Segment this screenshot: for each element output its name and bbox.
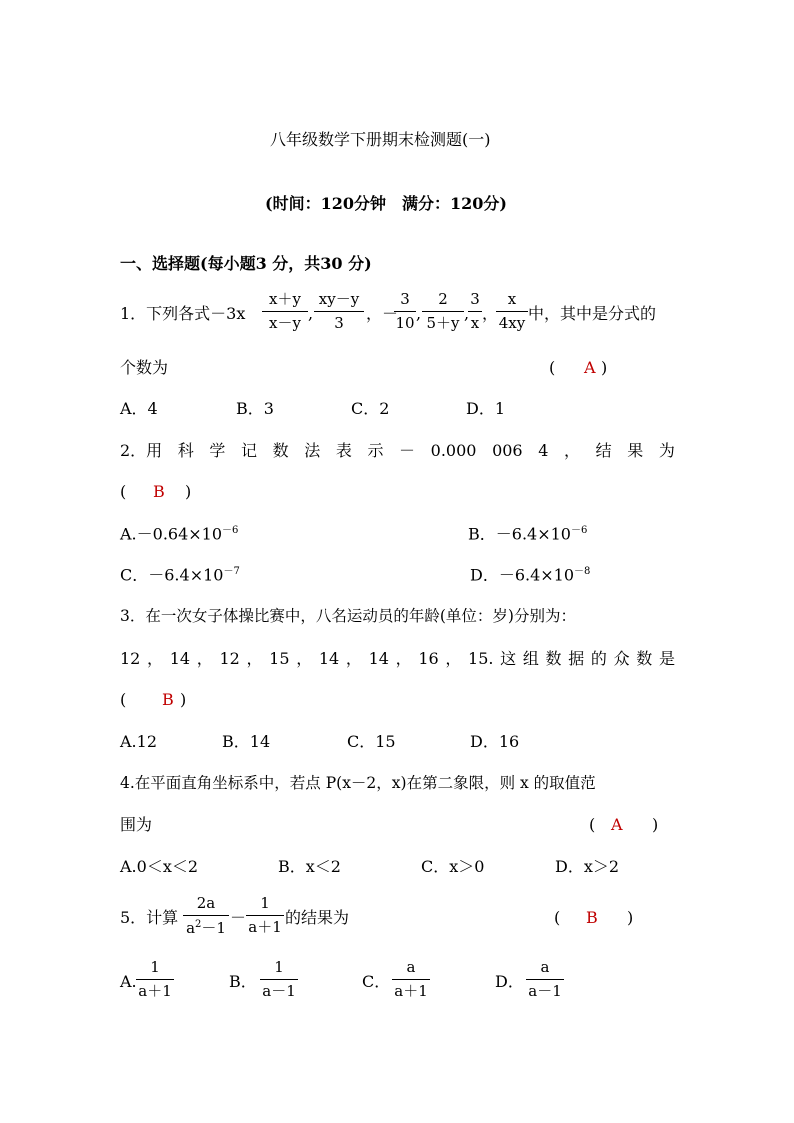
q1-option-d: D．1 bbox=[466, 399, 506, 418]
q1-comma-2: ， bbox=[366, 304, 383, 323]
q5-f1-den-rest: －1 bbox=[201, 919, 226, 937]
q1-f4-denominator: 5＋y bbox=[426, 314, 460, 332]
q5-option-c-fraction bbox=[392, 960, 430, 999]
q4-paren-close: ) bbox=[652, 815, 659, 834]
q1-comma-5: ， bbox=[482, 304, 499, 323]
q2-option-a bbox=[120, 526, 238, 542]
q5-f1-den-base: a bbox=[186, 919, 196, 937]
q4-line2: 围为 bbox=[120, 815, 153, 834]
q2-option-d-exponent: －8 bbox=[574, 566, 591, 577]
q3-word: 14 bbox=[318, 649, 340, 668]
q2-word: 数 bbox=[272, 441, 289, 460]
q1-f6-denominator: 4xy bbox=[498, 314, 526, 332]
q5-paren-open: ( bbox=[554, 908, 561, 927]
q2-word: ， bbox=[563, 441, 580, 460]
q5-f1-den-exponent: 2 bbox=[195, 919, 202, 930]
q4-paren-open: ( bbox=[589, 815, 596, 834]
q2-line1 bbox=[120, 443, 675, 459]
q3-line1: 3．在一次女子体操比赛中，八名运动员的年龄(单位：岁)分别为： bbox=[120, 607, 576, 625]
q2-answer: B bbox=[153, 482, 165, 501]
q3-word: ， bbox=[296, 649, 313, 668]
q1-paren-close: ) bbox=[601, 358, 608, 377]
q1-f1-numerator: x＋y bbox=[262, 292, 308, 312]
q2-option-c-exponent: －7 bbox=[223, 566, 240, 577]
q5-f1-numerator: 2a bbox=[183, 896, 229, 916]
q5-option-d-denominator: a－1 bbox=[528, 982, 562, 1000]
q2-paren-open: ( bbox=[120, 482, 127, 501]
q5-option-c-denominator: a＋1 bbox=[394, 982, 428, 1000]
q4-option-c: C．x＞0 bbox=[421, 857, 485, 876]
q5-option-d-fraction bbox=[526, 960, 564, 999]
q2-word: 4 bbox=[538, 441, 549, 460]
q2-word: 表 bbox=[335, 441, 352, 460]
q5-fraction-1 bbox=[183, 896, 229, 936]
q1-minus: － bbox=[382, 304, 399, 323]
q3-line2 bbox=[120, 651, 675, 667]
q1-fraction-1 bbox=[262, 292, 308, 331]
q5-f1-denominator bbox=[183, 916, 229, 936]
q1-option-b: B．3 bbox=[236, 399, 274, 418]
q5-option-c-label: C． bbox=[362, 972, 391, 991]
q1-f1-denominator: x－y bbox=[269, 314, 301, 332]
q1-fraction-4 bbox=[422, 292, 464, 331]
q1-answer: A bbox=[584, 358, 596, 377]
q1-option-a: A．4 bbox=[120, 399, 158, 418]
q3-paren-open: ( bbox=[120, 690, 127, 709]
q1-option-c: C．2 bbox=[351, 399, 390, 418]
q5-suffix: 的结果为 bbox=[285, 908, 350, 927]
page-subtitle: (时间：120分钟 满分：120分) bbox=[265, 194, 507, 213]
section-heading: 一、选择题(每小题3 分，共30 分) bbox=[120, 254, 372, 273]
q1-f3-denominator: 10 bbox=[395, 314, 415, 332]
q3-answer: B bbox=[162, 690, 174, 709]
q2-option-b-text: B．－6.4×10 bbox=[468, 524, 571, 544]
q5-option-b-denominator: a－1 bbox=[262, 982, 296, 1000]
q1-fraction-2 bbox=[314, 292, 364, 331]
q3-word: 这 bbox=[500, 649, 517, 668]
q2-word: 为 bbox=[658, 441, 675, 460]
q5-f2-numerator: 1 bbox=[246, 896, 284, 916]
q3-word: 众 bbox=[613, 649, 630, 668]
q2-word: 006 bbox=[492, 441, 523, 460]
q3-word: ， bbox=[246, 649, 263, 668]
q3-word: ， bbox=[345, 649, 362, 668]
q4-option-d: D．x＞2 bbox=[555, 857, 620, 876]
q5-option-a-label: A. bbox=[120, 972, 137, 991]
q5-option-b-numerator: 1 bbox=[260, 960, 298, 980]
q2-word: 科 bbox=[177, 441, 194, 460]
q5-answer: B bbox=[586, 908, 598, 927]
q1-suffix: 中，其中是分式的 bbox=[528, 304, 657, 323]
q1-f5-numerator: 3 bbox=[468, 292, 482, 312]
q1-f3-numerator: 3 bbox=[394, 292, 416, 312]
q5-option-a-numerator: 1 bbox=[136, 960, 174, 980]
q5-fraction-2 bbox=[246, 896, 284, 935]
q5-option-a-fraction bbox=[136, 960, 174, 999]
q1-fraction-5 bbox=[468, 292, 482, 331]
q2-option-a-exponent: －6 bbox=[222, 525, 239, 536]
q1-f4-numerator: 2 bbox=[422, 292, 464, 312]
q4-line1: 4.在平面直角坐标系中，若点 P(x－2，x)在第二象限，则 x 的取值范 bbox=[120, 774, 596, 792]
q2-option-d bbox=[470, 567, 590, 583]
q1-fraction-6 bbox=[496, 292, 528, 331]
q5-option-a-denominator: a＋1 bbox=[138, 982, 172, 1000]
q1-f5-denominator: x bbox=[470, 314, 480, 332]
page-title: 八年级数学下册期末检测题(一) bbox=[270, 130, 491, 149]
q3-word: 组 bbox=[522, 649, 539, 668]
q1-prefix: 1．下列各式－3x bbox=[120, 304, 246, 323]
q5-f2-denominator: a＋1 bbox=[248, 918, 282, 936]
q3-word: 12 bbox=[120, 649, 141, 668]
q2-option-b-exponent: －6 bbox=[570, 525, 588, 536]
q3-word: 是 bbox=[658, 649, 675, 668]
q1-f2-numerator: xy－y bbox=[314, 292, 364, 312]
q2-word: 果 bbox=[627, 441, 644, 460]
q3-word: ， bbox=[147, 649, 164, 668]
q2-option-a-text: A.－0.64×10 bbox=[120, 524, 223, 544]
q1-comma-3: , bbox=[416, 304, 422, 323]
q3-word: 16 bbox=[418, 649, 439, 668]
q2-word: 记 bbox=[241, 441, 258, 460]
q4-option-a: A.0＜x＜2 bbox=[120, 857, 199, 876]
q2-word: 结 bbox=[595, 441, 612, 460]
q3-word: 数 bbox=[545, 649, 562, 668]
q5-prefix: 5．计算 bbox=[120, 908, 179, 927]
q2-option-c-text: C．－6.4×10 bbox=[120, 565, 224, 585]
q3-word: 15. bbox=[468, 649, 494, 668]
q3-word: 15 bbox=[269, 649, 290, 668]
q1-f2-denominator: 3 bbox=[334, 314, 344, 332]
q3-option-d: D．16 bbox=[470, 732, 520, 751]
q3-paren-close: ) bbox=[180, 690, 187, 709]
q2-word: 法 bbox=[304, 441, 321, 460]
q3-option-b: B．14 bbox=[222, 732, 271, 751]
q3-word: ， bbox=[445, 649, 462, 668]
q3-word: ， bbox=[395, 649, 412, 668]
q2-word: － bbox=[399, 441, 416, 460]
q5-option-d-numerator: a bbox=[526, 960, 564, 980]
q2-paren-close: ) bbox=[185, 482, 192, 501]
q2-word: 学 bbox=[209, 441, 226, 460]
q5-minus: － bbox=[230, 908, 247, 927]
q3-option-c: C．15 bbox=[347, 732, 396, 751]
q5-option-b-label: B． bbox=[229, 972, 257, 991]
q3-word: 的 bbox=[590, 649, 607, 668]
q5-option-b-fraction bbox=[260, 960, 298, 999]
q1-fraction-3 bbox=[394, 292, 416, 331]
q2-option-b bbox=[468, 526, 587, 542]
q3-option-a: A.12 bbox=[120, 732, 157, 751]
q5-option-c-numerator: a bbox=[392, 960, 430, 980]
q3-word: 12 bbox=[219, 649, 240, 668]
q1-paren-open: ( bbox=[549, 358, 556, 377]
q2-word: 2．用 bbox=[120, 441, 163, 460]
q3-word: 14 bbox=[169, 649, 191, 668]
q3-word: 14 bbox=[368, 649, 389, 668]
q2-word: 0.000 bbox=[430, 441, 477, 460]
q2-word: 示 bbox=[367, 441, 384, 460]
q4-option-b: B．x＜2 bbox=[278, 857, 341, 876]
q3-word: 据 bbox=[568, 649, 585, 668]
q1-line2: 个数为 bbox=[120, 358, 169, 377]
q4-answer: A bbox=[611, 815, 623, 834]
q1-comma-4: , bbox=[464, 304, 470, 323]
q3-word: 数 bbox=[636, 649, 653, 668]
q1-f6-numerator: x bbox=[496, 292, 528, 312]
q5-paren-close: ) bbox=[627, 908, 634, 927]
q2-option-d-text: D．－6.4×10 bbox=[470, 565, 575, 585]
q1-comma-1: , bbox=[308, 304, 314, 323]
q2-option-c bbox=[120, 567, 240, 583]
q3-word: ， bbox=[196, 649, 213, 668]
q5-option-d-label: D． bbox=[495, 972, 524, 991]
